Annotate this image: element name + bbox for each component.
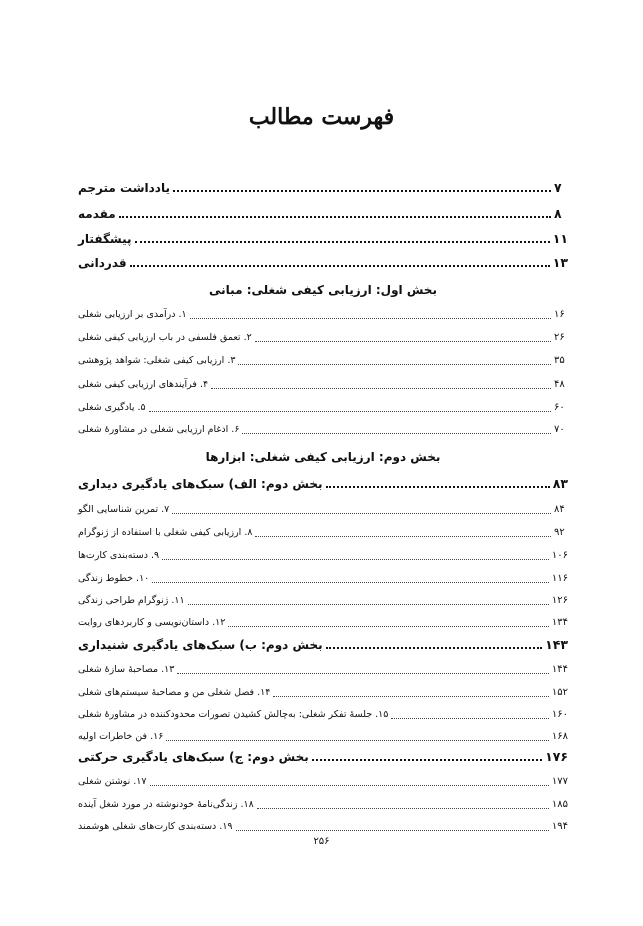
toc-entry[interactable] xyxy=(78,792,568,812)
toc-entry-page: ۱۲۶ xyxy=(551,595,568,606)
dot-leader xyxy=(242,432,551,434)
dot-leader xyxy=(149,410,551,412)
dot-leader xyxy=(172,512,551,514)
toc-entry[interactable] xyxy=(78,588,568,608)
toc-entry-text: ۱۴. فصل شغلی من و مصاحبهٔ سیستم‌های شغلی xyxy=(78,687,271,698)
toc-entry-text: قدردانی xyxy=(78,256,127,270)
dot-leader xyxy=(188,603,549,605)
dot-leader xyxy=(238,363,551,365)
dot-leader xyxy=(119,215,551,218)
toc-section-page: ۱۷۶ xyxy=(545,749,568,764)
toc-entry-text: ۶. ادغام ارزیابی شغلی در مشاورهٔ شغلی xyxy=(78,424,240,435)
dot-leader xyxy=(150,784,549,786)
toc-entry[interactable] xyxy=(78,702,568,722)
dot-leader xyxy=(190,317,551,319)
toc-entry-text: ۸. ارزیابی کیفی شغلی با استفاده از ژنوگرام xyxy=(78,527,253,538)
dot-leader xyxy=(257,807,549,809)
toc-entry[interactable] xyxy=(78,769,568,789)
toc-entry-page: ۱۹۴ xyxy=(551,821,568,832)
toc-section-page: ۱۴۳ xyxy=(545,637,568,652)
dot-leader xyxy=(326,646,542,649)
toc-entry[interactable] xyxy=(78,325,568,345)
dot-leader xyxy=(162,558,549,560)
dot-leader xyxy=(228,625,549,627)
page-number: ۲۵۶ xyxy=(313,836,330,847)
toc-entry[interactable] xyxy=(78,302,568,322)
dot-leader xyxy=(312,758,542,761)
toc-section-visual[interactable] xyxy=(78,472,568,492)
dot-leader xyxy=(166,739,549,741)
toc-entry-text: ۱۲. داستان‌نویسی و کاربردهای روایت xyxy=(78,617,226,628)
toc-entry-page: ۱۱ xyxy=(552,231,568,246)
toc-entry-page: ۱۸۵ xyxy=(551,799,568,810)
toc-entry-text: ۱. درآمدی بر ارزیابی شغلی xyxy=(78,309,187,320)
toc-entry-page: ۳۵ xyxy=(554,355,565,366)
toc-entry-text: ۱۸. زندگی‌نامهٔ خودنوشته در مورد شغل آینده xyxy=(78,799,254,810)
dot-leader xyxy=(130,264,550,267)
toc-entry-page: ۱۴۴ xyxy=(551,664,568,675)
toc-entry-page: ۴۸ xyxy=(554,379,565,390)
toc-entry-text: ۵. یادگیری شغلی xyxy=(78,402,146,413)
toc-entry-page: ۱۰۶ xyxy=(551,550,568,561)
toc-entry-page: ۶۰ xyxy=(554,402,565,413)
toc-entry-text: ۲. تعمق فلسفی در باب ارزیابی کیفی شغلی xyxy=(78,332,252,343)
toc-entry-text: ۱۳. مصاحبهٔ سازهٔ شغلی xyxy=(78,664,175,675)
dot-leader xyxy=(391,717,549,719)
toc-entry-page: ۸۴ xyxy=(554,504,565,515)
toc-entry-page: ۱۳۴ xyxy=(551,617,568,628)
toc-entry[interactable] xyxy=(78,566,568,586)
toc-entry-text: ۷. تمرین شناسایی الگو xyxy=(78,504,170,515)
toc-entry-translator-note[interactable] xyxy=(78,176,568,196)
toc-entry-text: ۱۱. ژنوگرام طراحی زندگی xyxy=(78,595,185,606)
toc-entry-text: ۱۹. دسته‌بندی کارت‌های شغلی هوشمند xyxy=(78,821,233,832)
toc-entry-text: یادداشت مترجم xyxy=(78,181,170,195)
toc-entry-page: ۸ xyxy=(554,206,562,221)
dot-leader xyxy=(173,189,551,192)
toc-entry[interactable] xyxy=(78,497,568,517)
toc-entry[interactable] xyxy=(78,372,568,392)
dot-leader xyxy=(273,695,549,697)
dot-leader xyxy=(152,581,549,583)
toc-section-title: بخش دوم: ب) سبک‌های یادگیری شنیداری xyxy=(78,638,323,652)
toc-entry-page: ۹۲ xyxy=(554,527,565,538)
toc-entry-acknowledgements[interactable] xyxy=(78,251,568,271)
toc-entry[interactable] xyxy=(78,724,568,744)
toc-section-kinesthetic[interactable] xyxy=(78,745,568,765)
toc-entry-text: ۳. ارزیابی کیفی شغلی: شواهد پژوهشی xyxy=(78,355,236,366)
toc-section-auditory[interactable] xyxy=(78,633,568,653)
dot-leader xyxy=(255,340,551,342)
toc-entry-text: ۱۷. نوشتن شغلی xyxy=(78,776,147,787)
dot-leader xyxy=(211,387,551,389)
toc-entry-page: ۲۶ xyxy=(554,332,565,343)
toc-entry[interactable] xyxy=(78,417,568,437)
toc-entry-text: ۴. فرآیندهای ارزیابی کیفی شغلی xyxy=(78,379,209,390)
toc-entry[interactable] xyxy=(78,348,568,368)
toc-entry[interactable] xyxy=(78,543,568,563)
toc-entry-page: ۱۵۲ xyxy=(551,687,568,698)
part2-heading: بخش دوم: ارزیابی کیفی شغلی: ابزارها xyxy=(205,450,441,464)
toc-entry[interactable] xyxy=(78,395,568,415)
toc-section-title: بخش دوم: الف) سبک‌های یادگیری دیداری xyxy=(78,477,323,491)
dot-leader xyxy=(177,672,548,674)
toc-entry-page: ۷۰ xyxy=(554,424,565,435)
toc-entry[interactable] xyxy=(78,520,568,540)
toc-entry-text: مقدمه xyxy=(78,207,116,221)
toc-entry[interactable] xyxy=(78,610,568,630)
toc-entry-page: ۱۱۶ xyxy=(551,573,568,584)
toc-entry-text: ۱۶. فن خاطرات اولیه xyxy=(78,731,164,742)
toc-entry[interactable] xyxy=(78,657,568,677)
toc-section-page: ۸۳ xyxy=(552,476,568,491)
toc-entry-page: ۷ xyxy=(554,180,562,195)
dot-leader xyxy=(236,829,549,831)
toc-entry-page: ۱۶ xyxy=(554,309,565,320)
toc-entry-page: ۱۳ xyxy=(552,255,568,270)
toc-entry-introduction[interactable] xyxy=(78,202,568,222)
toc-entry[interactable] xyxy=(78,680,568,700)
part1-heading: بخش اول: ارزیابی کیفی شغلی: مبانی xyxy=(209,283,437,297)
toc-entry-text: ۹. دسته‌بندی کارت‌ها xyxy=(78,550,160,561)
dot-leader xyxy=(255,535,551,537)
toc-entry-text: پیشگفتار xyxy=(78,232,132,246)
toc-entry-page: ۱۶۰ xyxy=(551,709,568,720)
toc-entry[interactable] xyxy=(78,814,568,834)
toc-entry-page: ۱۶۸ xyxy=(551,731,568,742)
toc-section-title: بخش دوم: ج) سبک‌های یادگیری حرکتی xyxy=(78,750,309,764)
toc-entry-text: ۱۰. خطوط زندگی xyxy=(78,573,150,584)
dot-leader xyxy=(326,485,550,488)
dot-leader xyxy=(135,240,550,243)
toc-entry-text: ۱۵. جلسهٔ تفکر شغلی: به‌چالش کشیدن تصورات محدودکننده در مشاورهٔ شغلی xyxy=(78,709,389,720)
toc-entry-preface[interactable] xyxy=(78,227,568,247)
page-title: فهرست مطالب xyxy=(248,104,395,130)
toc-entry-page: ۱۷۷ xyxy=(551,776,568,787)
